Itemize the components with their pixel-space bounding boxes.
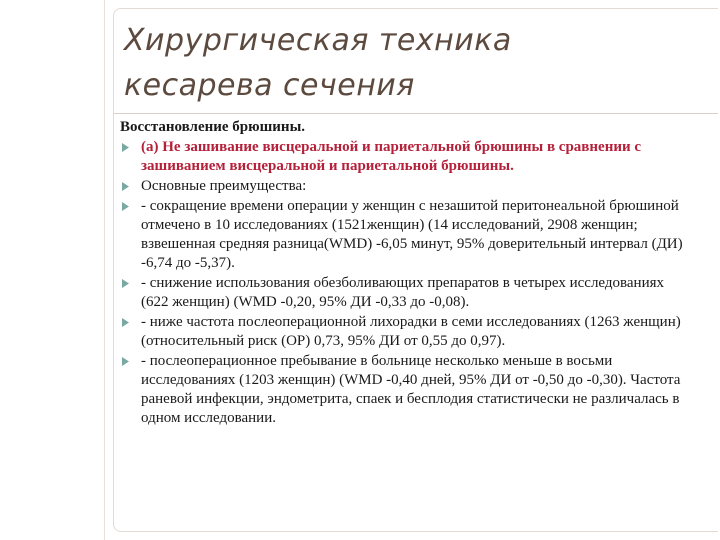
- title-divider: [113, 113, 718, 114]
- bullet-icon: [121, 201, 130, 212]
- bullet-icon: [121, 142, 130, 153]
- bullet-item-5: [120, 313, 685, 351]
- bullet-list: [120, 138, 685, 428]
- section-subheading: Восстановление брюшины.: [120, 119, 306, 135]
- bullet-icon: [121, 356, 130, 367]
- bullet-icon: [121, 317, 130, 328]
- left-divider: [104, 0, 105, 540]
- bullet-item-2: [120, 177, 685, 196]
- bullet-text-4: - снижение использования обезболивающих препаратов в четырех исследованиях (622 женщин) (WMD -0,20, 95% ДИ -0,33 до -0,08).: [141, 275, 665, 310]
- bullet-item-1: [120, 138, 685, 176]
- bullet-item-6: [120, 352, 685, 428]
- bullet-text-1: (а) Не зашивание висцеральной и париетальной брюшины в сравнении с зашиванием висцеральной и париетальной брюшины.: [141, 139, 642, 174]
- bullet-icon: [121, 278, 130, 289]
- bullet-text-2: Основные преимущества:: [141, 178, 307, 194]
- bullet-item-4: [120, 274, 685, 312]
- title-area: [124, 18, 684, 108]
- bullet-text-3: - сокращение времени операции у женщин с незашитой перитонеальной брюшиной отмечено в 10 исследованиях (1521женщин) (14 исследований, 2908 женщин; взвешенная средняя разница(WMD) -6,05 минут, 95% доверительный интервал (ДИ) -6,74 до -5,37).: [141, 198, 683, 271]
- slide-body: [120, 118, 685, 429]
- bullet-item-3: [120, 197, 685, 273]
- bullet-icon: [121, 181, 130, 192]
- slide-title: Хирургическая техника кесарева сечения: [124, 23, 512, 103]
- bullet-text-6: - послеоперационное пребывание в больнице несколько меньше в восьми исследованиях (1203 женщин) (WMD -0,40 дней, 95% ДИ от -0,50 до -0,30). Частота раневой инфекции, эндометрита, спаек и бесплодия статистически не различалась в одном исследовании.: [141, 353, 681, 426]
- bullet-text-5: - ниже частота послеоперационной лихорадки в семи исследованиях (1263 женщин) (относительный риск (ОР) 0,73, 95% ДИ от 0,55 до 0,97).: [141, 314, 681, 349]
